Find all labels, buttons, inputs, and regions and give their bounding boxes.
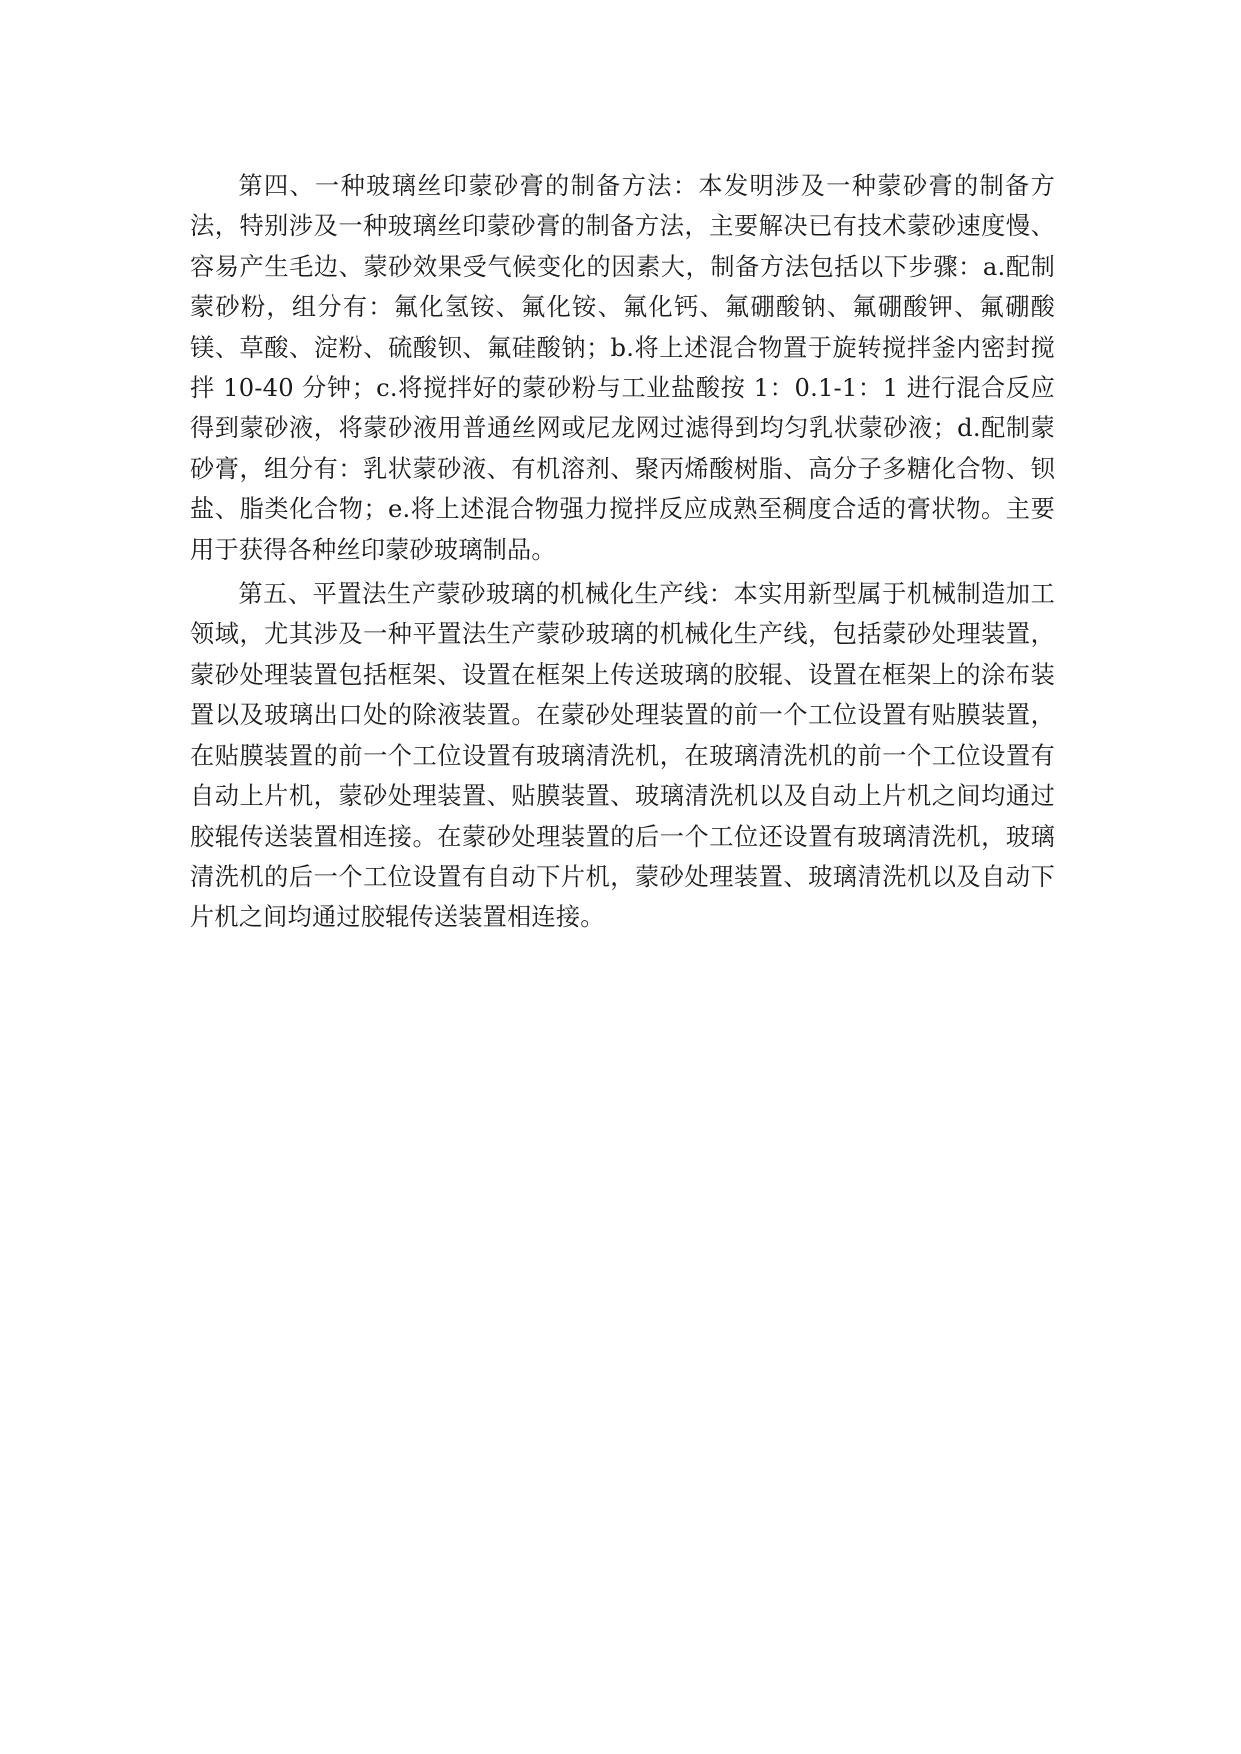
- document-body: [190, 166, 1055, 938]
- paragraph-fifth-production-line: 第五、平置法生产蒙砂玻璃的机械化生产线：本实用新型属于机械制造加工领域，尤其涉及一种平置法生产蒙砂玻璃的机械化生产线，包括蒙砂处理装置，蒙砂处理装置包括框架、设置在框架上传送玻璃的胶辊、设置在框架上的涂布装置以及玻璃出口处的除液装置。在蒙砂处理装置的前一个工位设置有贴膜装置，在贴膜装置的前一个工位设置有玻璃清洗机，在玻璃清洗机的前一个工位设置有自动上片机，蒙砂处理装置、贴膜装置、玻璃清洗机以及自动上片机之间均通过胶辊传送装置相连接。在蒙砂处理装置的后一个工位还设置有玻璃清洗机，玻璃清洗机的后一个工位设置有自动下片机，蒙砂处理装置、玻璃清洗机以及自动下片机之间均通过胶辊传送装置相连接。: [190, 580, 1055, 932]
- paragraph-fourth-method: 第四、一种玻璃丝印蒙砂膏的制备方法：本发明涉及一种蒙砂膏的制备方法，特别涉及一种玻璃丝印蒙砂膏的制备方法，主要解决已有技术蒙砂速度慢、容易产生毛边、蒙砂效果受气候变化的因素大，制备方法包括以下步骤：a.配制蒙砂粉，组分有：氟化氢铵、氟化铵、氟化钙、氟硼酸钠、氟硼酸钾、氟硼酸镁、草酸、淀粉、硫酸钡、氟硅酸钠；b.将上述混合物置于旋转搅拌釜内密封搅拌 10-40 分钟；c.将搅拌好的蒙砂粉与工业盐酸按 1：0.1-1：1 进行混合反应得到蒙砂液，将蒙砂液用普通丝网或尼龙网过滤得到均匀乳状蒙砂液；d.配制蒙砂膏，组分有：乳状蒙砂液、有机溶剂、聚丙烯酸树脂、高分子多糖化合物、钡盐、脂类化合物；e.将上述混合物强力搅拌反应成熟至稠度合适的膏状物。主要用于获得各种丝印蒙砂玻璃制品。: [190, 172, 1055, 564]
